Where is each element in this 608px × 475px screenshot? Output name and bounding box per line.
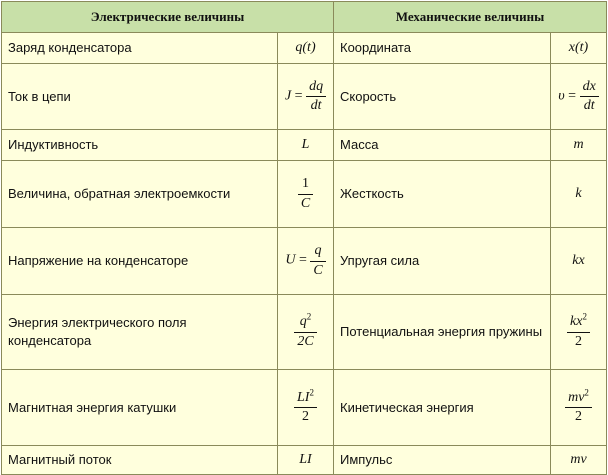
- electric-quantity-formula: [278, 370, 334, 446]
- fraction-denominator: 2: [575, 409, 582, 424]
- mechanical-quantity-formula: [551, 370, 607, 446]
- formula-lhs: J: [284, 88, 292, 104]
- mechanical-quantity-symbol: x(t): [551, 33, 607, 64]
- fraction-numerator: [565, 387, 592, 408]
- fraction-numerator: dx: [580, 79, 599, 97]
- mechanical-quantity-name: Потенциальная энергия пружины: [334, 295, 551, 370]
- numerator-base: kx: [570, 314, 583, 330]
- fraction-numerator: q: [310, 243, 325, 261]
- fraction-numerator: [567, 311, 590, 332]
- fraction: [310, 243, 325, 278]
- electric-quantity-symbol: LI: [278, 446, 334, 475]
- electric-quantity-symbol: L: [278, 130, 334, 161]
- header-electric: Электрические величины: [2, 2, 334, 33]
- table-row: [2, 228, 607, 295]
- fraction-denominator: 2C: [297, 333, 314, 349]
- electric-quantity-name: Напряжение на конденсаторе: [2, 228, 278, 295]
- numerator-base: LI: [297, 389, 310, 405]
- numerator-exponent: 2: [584, 387, 589, 398]
- numerator-base: q: [299, 314, 307, 330]
- table-row: [2, 370, 607, 446]
- fraction-denominator: dt: [583, 98, 595, 113]
- electric-quantity-name: Магнитная энергия катушки: [2, 370, 278, 446]
- numerator-exponent: 2: [309, 387, 314, 398]
- fraction-numerator: 1: [298, 176, 313, 194]
- fraction: [580, 79, 599, 114]
- fraction: [294, 387, 317, 425]
- fraction: [298, 176, 313, 211]
- table-row: [2, 130, 607, 161]
- mechanical-quantity-symbol: k: [551, 161, 607, 228]
- numerator-exponent: 2: [582, 311, 587, 322]
- formula-lhs: υ: [558, 88, 565, 104]
- electric-quantity-symbol: q(t): [278, 33, 334, 64]
- analogy-table: [1, 1, 607, 475]
- electric-quantity-name: Ток в цепи: [2, 64, 278, 130]
- fraction-denominator: 2: [575, 333, 582, 349]
- mechanical-quantity-name: Жесткость: [334, 161, 551, 228]
- header-mechanical: Механические величины: [334, 2, 607, 33]
- formula-equals: =: [298, 253, 307, 268]
- fraction: [306, 79, 326, 114]
- mechanical-quantity-name: Координата: [334, 33, 551, 64]
- mechanical-quantity-name: Масса: [334, 130, 551, 161]
- fraction-denominator: C: [313, 262, 323, 278]
- electric-quantity-formula: [278, 295, 334, 370]
- fraction-numerator: [294, 311, 316, 332]
- mechanical-quantity-name: Упругая сила: [334, 228, 551, 295]
- numerator-exponent: 2: [306, 311, 312, 322]
- table-row: [2, 161, 607, 228]
- fraction-denominator: C: [300, 195, 311, 211]
- mechanical-quantity-name: Импульс: [334, 446, 551, 475]
- fraction-denominator: 2: [301, 409, 309, 424]
- fraction: [567, 311, 590, 349]
- electric-quantity-formula: [278, 228, 334, 295]
- table-row: [2, 33, 607, 64]
- mechanical-quantity-symbol: mv: [551, 446, 607, 475]
- formula-equals: =: [294, 88, 303, 104]
- electric-quantity-formula: [278, 161, 334, 228]
- fraction-denominator: dt: [310, 98, 322, 113]
- fraction: [294, 311, 316, 349]
- electric-quantity-name: Заряд конденсатора: [2, 33, 278, 64]
- mechanical-quantity-formula: [551, 295, 607, 370]
- fraction: [565, 387, 592, 425]
- table-row: [2, 64, 607, 130]
- fraction-numerator: dq: [306, 79, 326, 97]
- fraction-numerator: [294, 387, 317, 408]
- electric-quantity-name: Магнитный поток: [2, 446, 278, 475]
- mechanical-quantity-symbol: kx: [551, 228, 607, 295]
- electric-quantity-formula: [278, 64, 334, 130]
- table-row: [2, 295, 607, 370]
- formula-equals: =: [568, 88, 577, 104]
- table-row: [2, 446, 607, 475]
- mechanical-quantity-name: Скорость: [334, 64, 551, 130]
- header-row: [2, 2, 607, 33]
- numerator-base: mv: [568, 389, 585, 405]
- electric-quantity-name: Величина, обратная электроемкости: [2, 161, 278, 228]
- mechanical-quantity-formula: [551, 64, 607, 130]
- mechanical-quantity-name: Кинетическая энергия: [334, 370, 551, 446]
- electric-quantity-name: Энергия электрического поля конденсатора: [2, 295, 278, 370]
- electric-quantity-name: Индуктивность: [2, 130, 278, 161]
- mechanical-quantity-symbol: m: [551, 130, 607, 161]
- formula-lhs: U: [285, 253, 296, 268]
